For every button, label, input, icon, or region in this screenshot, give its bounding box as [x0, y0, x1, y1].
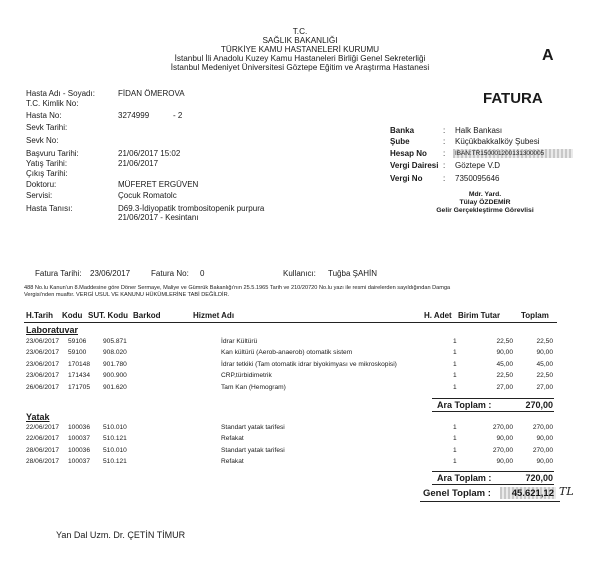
- cell-adet: 1: [453, 447, 457, 454]
- tckn-label: T.C. Kimlik No:: [26, 99, 79, 108]
- cell-hizmet: Refakat: [221, 458, 244, 465]
- cell-adet: 1: [453, 349, 457, 356]
- servis-value: Çocuk Romatolc: [118, 191, 177, 200]
- fatura-tarihi-value: 23/06/2017: [90, 269, 131, 278]
- col-header-adet: H. Adet: [424, 311, 452, 320]
- cell-sut: 901.780: [103, 361, 127, 368]
- cell-kodu: 170148: [68, 361, 91, 368]
- subtotal-line: [432, 398, 554, 399]
- invoice-series: A: [542, 47, 554, 64]
- cell-kodu: 171434: [68, 372, 91, 379]
- cell-tarih: 23/06/2017: [26, 372, 60, 379]
- cell-birim: 270,00: [492, 424, 513, 431]
- col-header-birim: Birim Tutar: [458, 311, 501, 320]
- sevk-tarihi-label: Sevk Tarihi:: [26, 123, 68, 132]
- cikis-label: Çıkış Tarihi:: [26, 169, 68, 178]
- grand-total-label: Genel Toplam :: [423, 488, 491, 499]
- cell-birim: 90,00: [496, 349, 513, 356]
- header-divider: [24, 322, 557, 323]
- cell-sut: 510.121: [103, 458, 127, 465]
- yatis-value: 21/06/2017: [118, 159, 159, 168]
- cell-toplam: 90,00: [536, 349, 553, 356]
- col-header-toplam: Toplam: [521, 311, 549, 320]
- tani-value: D69.3-İdiyopatik trombositopenik purpura: [118, 204, 265, 213]
- fatura-no-value: 0: [200, 269, 205, 278]
- patient-name-label: Hasta Adı - Soyadı:: [26, 89, 95, 98]
- kullanici-value: Tuğba ŞAHİN: [328, 269, 378, 278]
- vergi-no-value: 7350095646: [455, 174, 500, 183]
- vergi-dairesi-value: Göztepe V.D: [455, 161, 501, 170]
- subtotal-label: Ara Toplam :: [437, 473, 492, 483]
- cell-sut: 908.020: [103, 349, 127, 356]
- cell-tarih: 23/06/2017: [26, 349, 60, 356]
- cell-toplam: 90,00: [536, 458, 553, 465]
- cell-kodu: 100036: [68, 424, 91, 431]
- yatis-label: Yatış Tarihi:: [26, 159, 68, 168]
- colon: :: [443, 174, 446, 183]
- cell-birim: 45,00: [496, 361, 513, 368]
- invoice-title: FATURA: [483, 90, 543, 107]
- hasta-no-label: Hasta No:: [26, 111, 62, 120]
- cell-hizmet: Standart yatak tarifesi: [221, 424, 285, 431]
- tani-label: Hasta Tanısı:: [26, 204, 73, 213]
- subtotal-value: 720,00: [525, 473, 553, 483]
- cell-tarih: 22/06/2017: [26, 435, 60, 442]
- grand-total-underline: [420, 501, 560, 502]
- cell-toplam: 27,00: [536, 384, 553, 391]
- colon: :: [443, 126, 446, 135]
- sube-label: Şube: [390, 137, 410, 146]
- grand-total-value: 45.621,12: [511, 488, 554, 499]
- hesap-value: IBAN:TR150001200131300005: [455, 150, 545, 157]
- header-institution: TÜRKİYE KAMU HASTANELERİ KURUMU: [220, 45, 380, 54]
- cell-sut: 510.121: [103, 435, 127, 442]
- cell-kodu: 59106: [68, 338, 87, 345]
- cell-tarih: 23/06/2017: [26, 338, 60, 345]
- cell-kodu: 100037: [68, 458, 91, 465]
- cell-tarih: 22/06/2017: [26, 424, 60, 431]
- hasta-no-value: 3274999: [118, 111, 150, 120]
- section-title: Laboratuvar: [26, 325, 79, 335]
- cell-toplam: 22,50: [536, 372, 553, 379]
- cell-kodu: 100037: [68, 435, 91, 442]
- cell-hizmet: İdrar Kültürü: [221, 338, 258, 345]
- cell-adet: 1: [453, 435, 457, 442]
- cell-sut: 510.010: [103, 447, 127, 454]
- header-union: İstanbul İli Anadolu Kuzey Kamu Hastaneleri Birliği Genel Sekreterliği: [174, 54, 426, 63]
- cell-birim: 90,00: [496, 458, 513, 465]
- patient-name-value: FİDAN ÖMEROVA: [118, 89, 185, 98]
- vergi-dairesi-label: Vergi Dairesi: [390, 161, 439, 170]
- cell-sut: 900.900: [103, 372, 127, 379]
- cell-kodu: 100036: [68, 447, 91, 454]
- cell-adet: 1: [453, 338, 457, 345]
- cell-hizmet: Kan kültürü (Aerob-anaerob) otomatik sistem: [221, 349, 353, 356]
- hasta-no-suffix: - 2: [173, 111, 183, 120]
- sevk-no-label: Sevk No:: [26, 136, 59, 145]
- header-tc: T.C.: [292, 27, 308, 36]
- hesap-label: Hesap No: [390, 149, 427, 158]
- banka-label: Banka: [390, 126, 415, 135]
- doktor-value: MÜFERET ERGÜVEN: [118, 180, 199, 189]
- legal-note-2: Vergisi'nden muaftır. VERGİ USUL VE KANUNU HÜKÜMLERİNE TABİ DEĞİLDİR.: [24, 292, 230, 298]
- cell-toplam: 90,00: [536, 435, 553, 442]
- officer-title: Mdr. Yard.: [468, 191, 502, 198]
- subtotal-underline: [432, 484, 554, 485]
- cell-hizmet: Tam Kan (Hemogram): [221, 384, 286, 391]
- fatura-tarihi-label: Fatura Tarihi:: [35, 269, 82, 278]
- banka-value: Halk Bankası: [455, 126, 503, 135]
- cell-birim: 270,00: [492, 447, 513, 454]
- colon: :: [443, 161, 446, 170]
- cell-hizmet: Standart yatak tarifesi: [221, 447, 285, 454]
- subtotal-underline: [432, 411, 554, 412]
- colon: :: [443, 149, 446, 158]
- basvuru-value: 21/06/2017 15:02: [118, 149, 181, 158]
- cell-kodu: 59100: [68, 349, 87, 356]
- cell-toplam: 22,50: [536, 338, 553, 345]
- cell-birim: 22,50: [496, 338, 513, 345]
- col-header-sut: SUT. Kodu: [88, 311, 128, 320]
- cell-tarih: 28/06/2017: [26, 447, 60, 454]
- col-header-kodu: Kodu: [62, 311, 83, 320]
- cell-sut: 901.620: [103, 384, 127, 391]
- cell-adet: 1: [453, 424, 457, 431]
- cell-tarih: 23/06/2017: [26, 361, 60, 368]
- cell-toplam: 270,00: [532, 447, 553, 454]
- kullanici-label: Kullanıcı:: [283, 269, 316, 278]
- basvuru-label: Başvuru Tarihi:: [26, 149, 79, 158]
- cell-adet: 1: [453, 384, 457, 391]
- header-ministry: SAĞLIK BAKANLIĞI: [262, 36, 338, 45]
- cell-sut: 905.871: [103, 338, 127, 345]
- col-header-barkod: Barkod: [133, 311, 161, 320]
- grand-total-handwritten-mark: TL: [559, 485, 574, 498]
- fatura-no-label: Fatura No:: [151, 269, 189, 278]
- cell-hizmet: CRP,türbidimetrik: [221, 372, 272, 379]
- subtotal-line: [432, 471, 554, 472]
- cell-hizmet: Refakat: [221, 435, 244, 442]
- col-header-tarih: H.Tarih: [26, 311, 53, 320]
- cell-toplam: 45,00: [536, 361, 553, 368]
- officer-name: Tülay ÖZDEMİR: [459, 199, 511, 206]
- subtotal-label: Ara Toplam :: [437, 400, 492, 410]
- legal-note-1: 488 No.lu Kanun'un 8.Maddesine göre Döner Sermaye, Maliye ve Gümrük Bakanlığı'nın 25.5.1965 Tarih ve 210/20720 No.lu yazı ile resmi dairelerden sayıldığından Damga: [24, 285, 451, 291]
- cell-tarih: 28/06/2017: [26, 458, 60, 465]
- servis-label: Servisi:: [26, 191, 53, 200]
- colon: :: [443, 137, 446, 146]
- section-title: Yatak: [26, 412, 50, 422]
- sube-value: Küçükbakkalköy Şubesi: [455, 137, 540, 146]
- cell-birim: 27,00: [496, 384, 513, 391]
- cell-adet: 1: [453, 458, 457, 465]
- vergi-no-label: Vergi No: [390, 174, 423, 183]
- col-header-hizmet: Hizmet Adı: [193, 311, 235, 320]
- cell-tarih: 26/06/2017: [26, 384, 60, 391]
- doctor-signature-line: Yan Dal Uzm. Dr. ÇETİN TİMUR: [56, 530, 186, 540]
- cell-birim: 22,50: [496, 372, 513, 379]
- cell-birim: 90,00: [496, 435, 513, 442]
- subtotal-value: 270,00: [525, 400, 553, 410]
- cell-adet: 1: [453, 361, 457, 368]
- cell-kodu: 171705: [68, 384, 91, 391]
- tani-value-2: 21/06/2017 - Kesintanı: [118, 213, 199, 222]
- cell-hizmet: İdrar tetkiki (Tam otomatik idrar biyokimyası ve mikroskopisi): [221, 361, 397, 368]
- cell-toplam: 270,00: [532, 424, 553, 431]
- officer-role: Gelir Gerçekleştirme Görevlisi: [436, 207, 534, 214]
- header-hospital: İstanbul Medeniyet Üniversitesi Göztepe Eğitim ve Araştırma Hastanesi: [170, 63, 430, 72]
- cell-adet: 1: [453, 372, 457, 379]
- doktor-label: Doktoru:: [26, 180, 57, 189]
- cell-sut: 510.010: [103, 424, 127, 431]
